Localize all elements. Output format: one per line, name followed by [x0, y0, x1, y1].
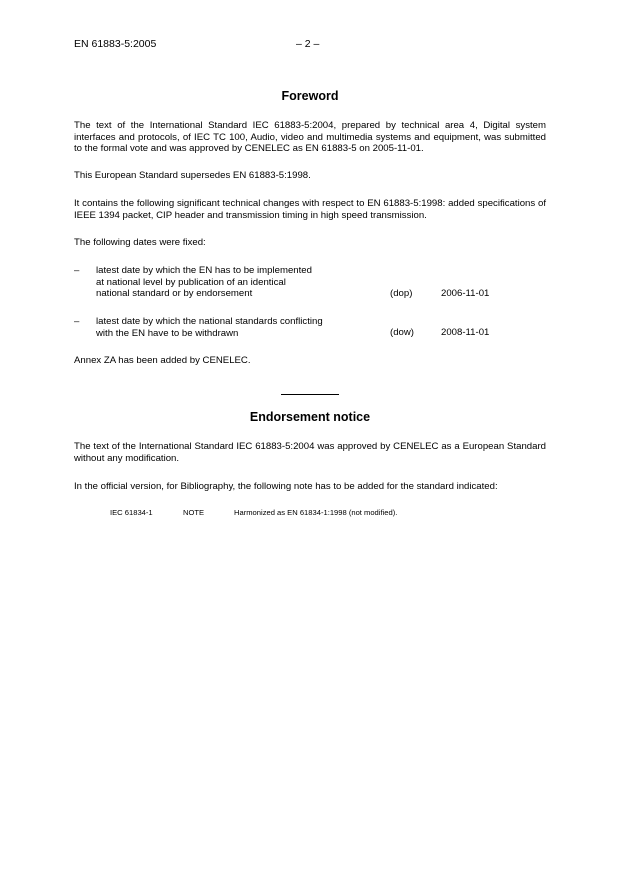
bibliography-label: NOTE [183, 508, 205, 517]
date-item-line: national standard or by endorsement [96, 288, 253, 300]
date-item-line: at national level by publication of an identical [96, 276, 286, 288]
foreword-paragraph-4: The following dates were fixed: [74, 237, 206, 248]
annex-note: Annex ZA has been added by CENELEC. [74, 355, 251, 366]
header-document-id: EN 61883-5:2005 [74, 38, 157, 50]
endorsement-paragraph-2: In the official version, for Bibliography, the following note has to be added for the standard indicated: [74, 481, 498, 492]
section-divider [281, 394, 339, 395]
header-page-number: – 2 – [296, 38, 320, 50]
endorsement-heading: Endorsement notice [249, 410, 371, 424]
date-item-code: (dow) [390, 327, 414, 338]
date-item-line: latest date by which the national standards conflicting [96, 316, 323, 327]
date-item-code: (dop) [390, 288, 413, 299]
list-dash: – [74, 265, 80, 276]
date-item-description [96, 265, 376, 300]
foreword-heading: Foreword [281, 89, 339, 103]
date-item-line: latest date by which the EN has to be implemented [96, 265, 312, 276]
list-dash: – [74, 316, 80, 327]
date-item-description [96, 316, 376, 339]
bibliography-standard: IEC 61834-1 [110, 508, 153, 517]
foreword-paragraph-2: This European Standard supersedes EN 61883-5:1998. [74, 170, 311, 181]
date-item-date: 2006-11-01 [441, 288, 490, 299]
foreword-paragraph-3: It contains the following significant technical changes with respect to EN 61883-5:1998: added specifications of IEEE 1394 packet, CIP header and transmission timing in high speed transmission. [74, 198, 546, 221]
bibliography-text: Harmonized as EN 61834-1:1998 (not modified). [234, 508, 398, 517]
date-item-line: with the EN have to be withdrawn [96, 327, 239, 339]
date-item-date: 2008-11-01 [441, 327, 490, 338]
foreword-paragraph-1: The text of the International Standard IEC 61883-5:2004, prepared by technical area 4, Digital system interfaces and protocols, of IEC TC 100, Audio, video and multimedia systems and equipment, was submitted to the formal vote and was approved by CENELEC as EN 61883-5 on 2005-11-01. [74, 120, 546, 155]
endorsement-paragraph-1: The text of the International Standard IEC 61883-5:2004 was approved by CENELEC as a European Standard without any modification. [74, 441, 546, 464]
